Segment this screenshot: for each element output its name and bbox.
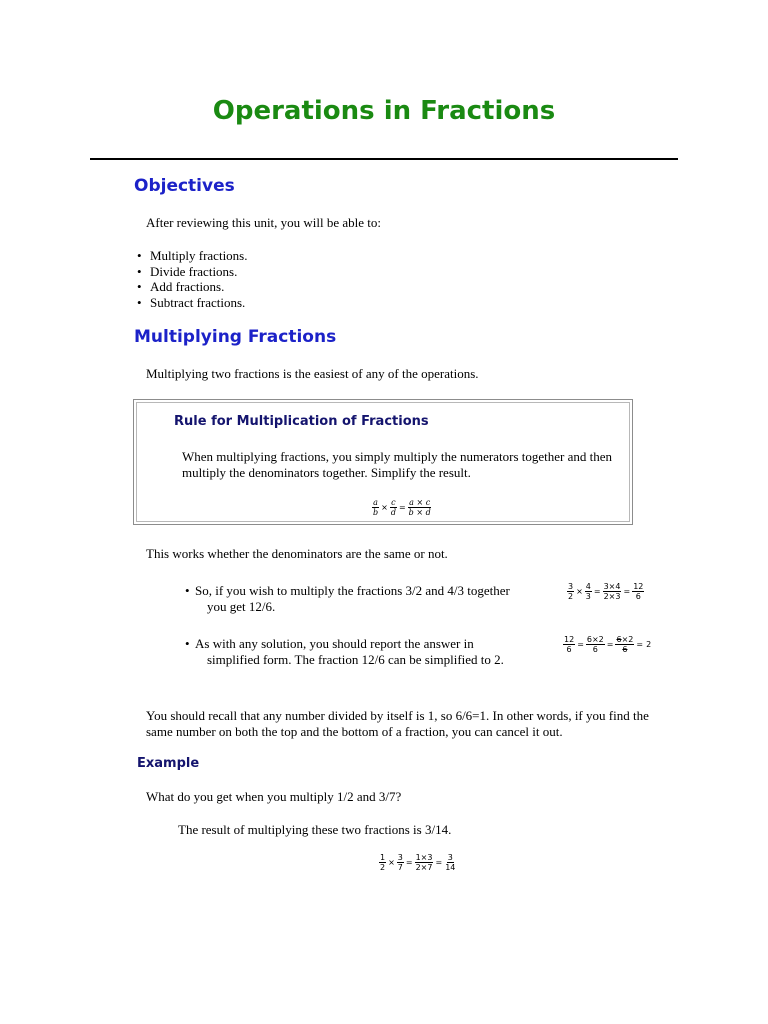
objectives-heading: Objectives [134, 176, 235, 196]
list-item: • Divide fractions. [137, 264, 248, 280]
fraction: $\frac{3}{7}$ [397, 853, 403, 872]
multiplying-heading: Multiplying Fractions [134, 327, 337, 347]
rule-title: Rule for Multiplication of Fractions [174, 414, 429, 429]
list-item: • Add fractions. [137, 279, 248, 295]
list-item: • Multiply fractions. [137, 248, 248, 264]
fraction: $\frac{6\times 2}{6}$ [586, 635, 604, 654]
bullet-multiply-example: • So, if you wish to multiply the fractions 3/2 and 4/3 together you get 12/6. [185, 583, 510, 614]
fraction: $\frac{3}{2}$ [568, 582, 574, 601]
recall-text: You should recall that any number divided by itself is 1, so 6/6=1. In other words, if you find the same number on both the top and the bottom of a fraction, you can cancel it out. [146, 708, 649, 739]
example-answer: The result of multiplying these two fractions is 3/14. [178, 822, 452, 837]
fraction: $\frac{6\times 2}{6}$ [616, 635, 634, 654]
fraction: $\frac{3\times 4}{2\times 3}$ [603, 582, 621, 601]
fraction: $\frac{4}{3}$ [585, 582, 591, 601]
objectives-intro: After reviewing this unit, you will be able to: [146, 215, 382, 230]
rule-text: When multiplying fractions, you simply multiply the numerators together and then multiply the denominators together. Simplify the result. [182, 449, 613, 480]
fraction: $\frac{12}{6}$ [633, 582, 644, 601]
title-divider [90, 158, 678, 160]
objectives-list [137, 248, 248, 310]
fraction: $\frac{12}{6}$ [564, 635, 575, 654]
equation-3-2-times-4-3: $\frac{3}{2}$ × $\frac{4}{3}$ = $\frac{3\times 4}{2\times 3}$ = $\frac{12}{6}$ [568, 582, 644, 601]
equation-1-2-times-3-7: $\frac{1}{2}$ × $\frac{3}{7}$ = $\frac{1\times 3}{2\times 7}$ = $\frac{3}{14}$ [380, 853, 456, 872]
fraction: $\frac{a \times c}{b \times d}$ [408, 498, 431, 517]
list-item: • Subtract fractions. [137, 295, 248, 311]
fraction: $\frac{3}{14}$ [445, 853, 456, 872]
works-text: This works whether the denominators are the same or not. [146, 546, 448, 561]
page-title: Operations in Fractions [212, 96, 556, 126]
fraction: $\frac{c}{d}$ [390, 498, 396, 517]
fraction: $\frac{1}{2}$ [380, 853, 386, 872]
equation-simplify-12-6: $\frac{12}{6}$ = $\frac{6\times 2}{6}$ = $\frac{6\times 2}{6}$ = 2 [564, 635, 652, 654]
rule-formula: $\frac{a}{b}$ × $\frac{c}{d}$ = $\frac{a \times c}{b \times d}$ [373, 498, 431, 517]
fraction: $\frac{a}{b}$ [373, 498, 379, 517]
fraction: $\frac{1\times 3}{2\times 7}$ [415, 853, 433, 872]
example-heading: Example [137, 756, 200, 771]
rule-box [133, 399, 633, 525]
example-question: What do you get when you multiply 1/2 and 3/7? [146, 789, 402, 804]
bullet-simplify: • As with any solution, you should report the answer in simplified form. The fraction 12/6 can be simplified to 2. [185, 636, 504, 667]
multiplying-intro: Multiplying two fractions is the easiest of any of the operations. [146, 366, 479, 381]
